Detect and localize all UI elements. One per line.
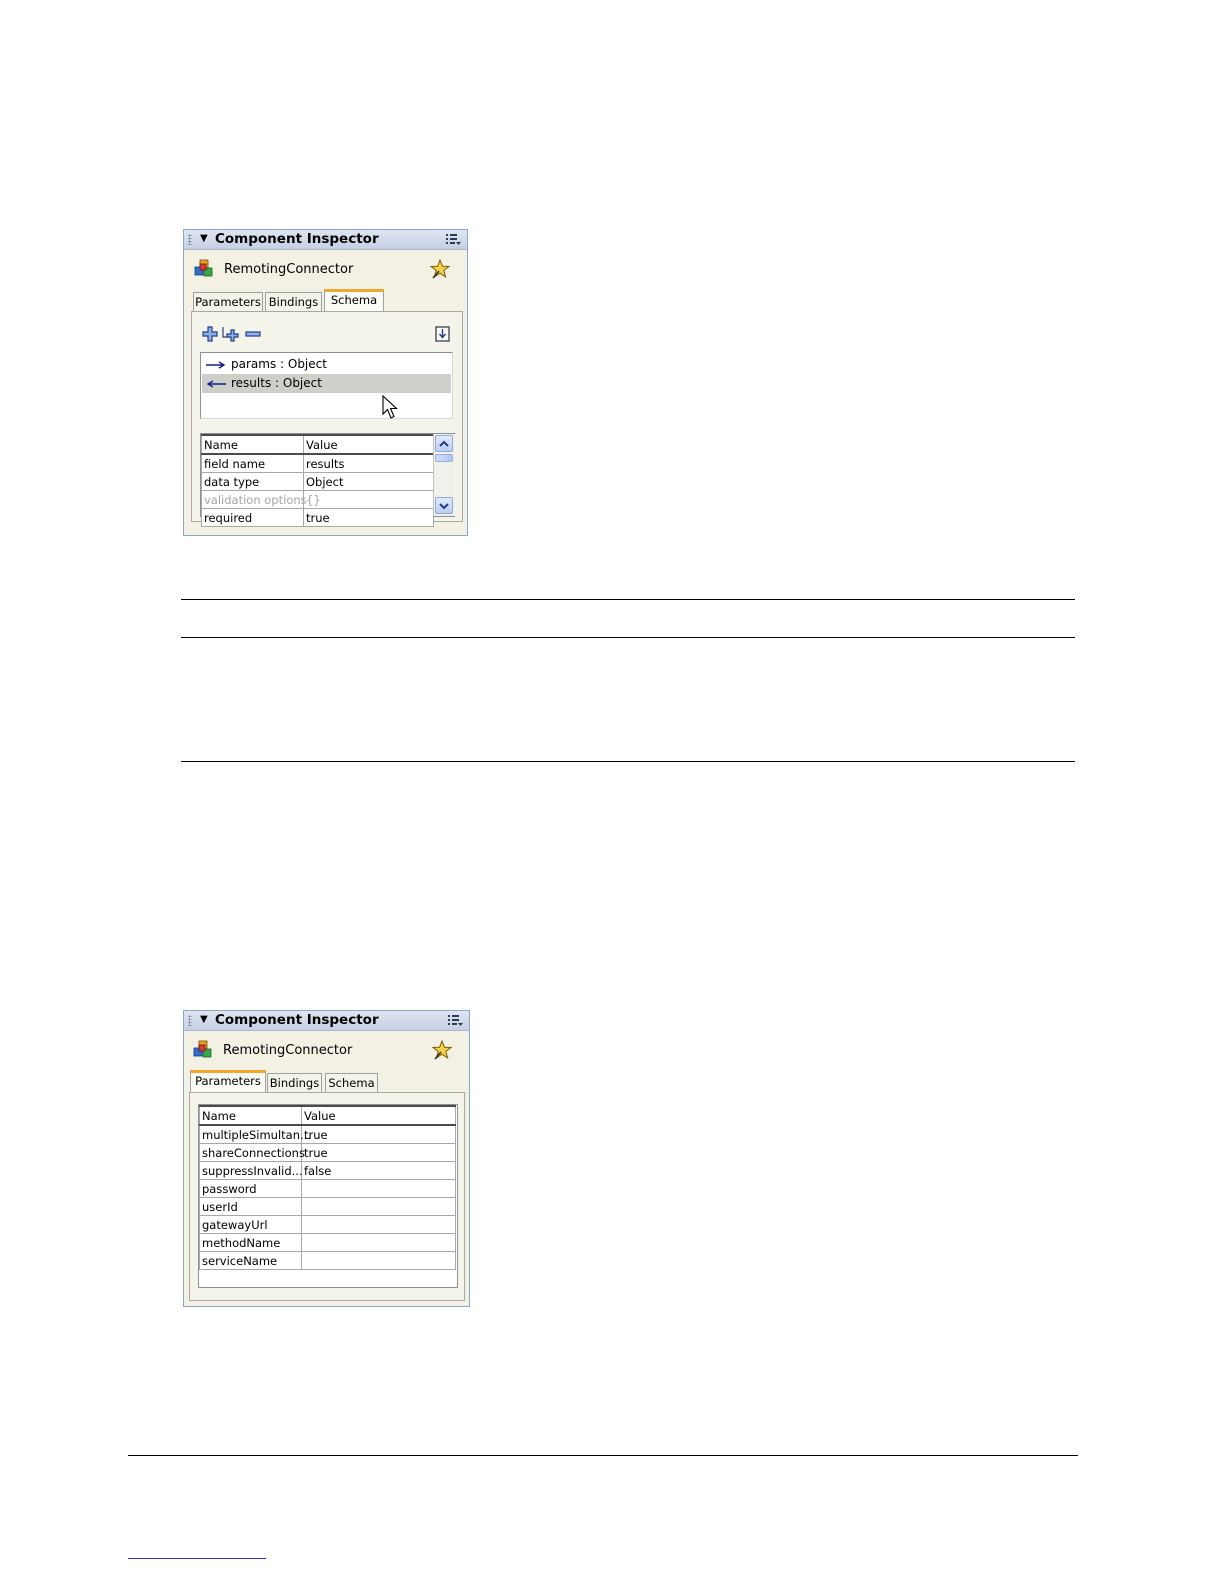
scroll-down-button[interactable] — [435, 497, 453, 514]
component-name: RemotingConnector — [224, 262, 354, 277]
parameter-name: methodName — [200, 1234, 302, 1252]
parameter-value[interactable] — [302, 1252, 456, 1270]
property-value: {} — [304, 491, 434, 509]
add-sub-field-icon[interactable] — [222, 325, 240, 343]
table-header-row — [202, 435, 434, 454]
add-field-icon[interactable] — [201, 325, 219, 343]
mouse-pointer-icon — [382, 395, 400, 421]
column-header-value[interactable]: Value — [302, 1106, 456, 1125]
chevron-down-icon — [436, 498, 452, 513]
column-header-name[interactable]: Name — [202, 435, 304, 454]
component-cubes-icon — [193, 1040, 213, 1060]
parameter-name: serviceName — [200, 1252, 302, 1270]
table-row[interactable] — [200, 1252, 456, 1270]
tab-schema[interactable]: Schema — [325, 1073, 378, 1092]
schema-item-params[interactable] — [202, 355, 451, 374]
chevron-up-icon — [436, 436, 452, 451]
property-table — [201, 434, 434, 527]
schema-item-results[interactable] — [202, 374, 451, 393]
tab-bindings[interactable]: Bindings — [265, 292, 322, 311]
collapse-triangle-icon[interactable]: ▼ — [200, 233, 208, 244]
tab-parameters[interactable]: Parameters — [193, 292, 263, 311]
panel-options-menu-icon[interactable] — [448, 1014, 463, 1027]
tab-schema[interactable]: Schema — [324, 289, 384, 311]
panel-title: Component Inspector — [215, 1012, 379, 1028]
footer-rule — [128, 1455, 1078, 1456]
parameter-value[interactable] — [302, 1234, 456, 1252]
property-name: field name — [202, 454, 304, 473]
table-row[interactable] — [200, 1144, 456, 1162]
remove-field-icon[interactable] — [244, 325, 262, 343]
component-cubes-icon — [194, 259, 214, 279]
table-header-row — [200, 1106, 456, 1125]
parameter-name: suppressInvalid... — [200, 1162, 302, 1180]
table-row[interactable] — [200, 1234, 456, 1252]
tab-bindings[interactable]: Bindings — [267, 1073, 322, 1092]
property-name: data type — [202, 473, 304, 491]
parameters-grid — [198, 1104, 458, 1288]
schema-tab-content — [191, 311, 463, 525]
component-help-star-icon[interactable] — [430, 259, 450, 279]
parameters-table — [199, 1105, 456, 1270]
property-value[interactable]: Object — [304, 473, 434, 491]
parameter-value[interactable]: true — [302, 1125, 456, 1144]
drag-grip-icon[interactable] — [188, 234, 192, 245]
table-row[interactable] — [202, 473, 434, 491]
footer-link-underline — [128, 1558, 266, 1559]
table-row[interactable] — [200, 1180, 456, 1198]
parameter-value[interactable]: true — [302, 1144, 456, 1162]
schema-tree-list[interactable] — [200, 352, 453, 419]
component-inspector-panel-schema — [183, 229, 468, 536]
table-row[interactable] — [202, 454, 434, 473]
output-arrow-icon — [206, 380, 226, 388]
schema-item-label: results : Object — [231, 376, 322, 390]
column-header-value[interactable]: Value — [304, 435, 434, 454]
rule-top — [181, 599, 1075, 600]
parameter-value[interactable]: false — [302, 1162, 456, 1180]
schema-item-label: params : Object — [231, 357, 327, 371]
rule-bottom — [181, 761, 1075, 762]
parameter-value[interactable] — [302, 1216, 456, 1234]
import-schema-icon[interactable] — [434, 325, 452, 343]
parameter-name: gatewayUrl — [200, 1216, 302, 1234]
panel-title: Component Inspector — [215, 231, 379, 247]
property-name: required — [202, 509, 304, 527]
parameter-name: multipleSimultan... — [200, 1125, 302, 1144]
panel-title-bar[interactable] — [184, 1011, 469, 1031]
table-row — [202, 491, 434, 509]
property-value[interactable]: true — [304, 509, 434, 527]
property-value[interactable]: results — [304, 454, 434, 473]
parameter-name: password — [200, 1180, 302, 1198]
parameter-name: userId — [200, 1198, 302, 1216]
panel-title-bar[interactable] — [184, 230, 467, 250]
tab-parameters[interactable]: Parameters — [190, 1070, 266, 1092]
collapse-triangle-icon[interactable]: ▼ — [200, 1014, 208, 1025]
rule-middle — [181, 637, 1075, 638]
component-name: RemotingConnector — [223, 1043, 353, 1058]
parameter-value[interactable] — [302, 1180, 456, 1198]
parameter-value[interactable] — [302, 1198, 456, 1216]
input-arrow-icon — [206, 361, 226, 369]
drag-grip-icon[interactable] — [188, 1015, 192, 1026]
scroll-up-button[interactable] — [435, 435, 453, 452]
parameter-name: shareConnections — [200, 1144, 302, 1162]
table-row[interactable] — [200, 1198, 456, 1216]
property-name: validation options — [202, 491, 304, 509]
table-row[interactable] — [200, 1216, 456, 1234]
table-row[interactable] — [202, 509, 434, 527]
schema-property-grid — [200, 433, 455, 525]
vertical-scrollbar[interactable] — [433, 434, 455, 516]
component-inspector-panel-parameters — [183, 1010, 470, 1307]
table-row[interactable] — [200, 1125, 456, 1144]
table-row[interactable] — [200, 1162, 456, 1180]
component-help-star-icon[interactable] — [432, 1040, 452, 1060]
column-header-name[interactable]: Name — [200, 1106, 302, 1125]
scroll-thumb[interactable] — [435, 454, 453, 462]
parameters-tab-content — [189, 1092, 465, 1301]
panel-options-menu-icon[interactable] — [446, 233, 461, 246]
